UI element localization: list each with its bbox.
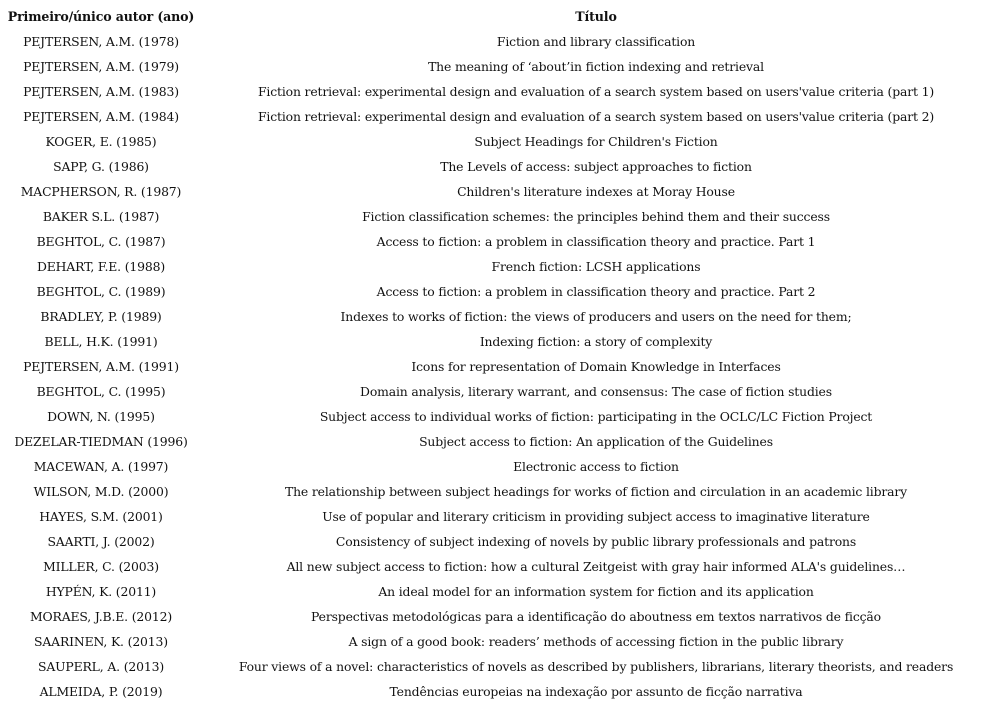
author-cell: BEGHTOL, C. (1987) — [36, 234, 166, 249]
table-row — [0, 379, 990, 404]
title-cell: Consistency of subject indexing of novels by public library professionals and patrons — [335, 534, 857, 549]
table-row — [0, 179, 990, 204]
table-row — [0, 504, 990, 529]
title-cell: Access to fiction: a problem in classification theory and practice. Part 1 — [376, 234, 816, 249]
title-cell: An ideal model for an information system for fiction and its application — [378, 584, 814, 599]
table-row — [0, 679, 990, 704]
table-row — [0, 204, 990, 229]
title-cell: All new subject access to fiction: how a cultural Zeitgeist with gray hair informed ALA's guidelines… — [286, 559, 906, 574]
title-cell: A sign of a good book: readers’ methods of accessing fiction in the public library — [348, 634, 844, 649]
title-cell: Four views of a novel: characteristics of novels as described by publishers, librarians, literary theorists, and readers — [238, 659, 954, 674]
author-cell: BAKER S.L. (1987) — [42, 209, 160, 224]
table-row — [0, 404, 990, 429]
title-cell: Subject access to individual works of fiction: participating in the OCLC/LC Fiction Project — [319, 409, 873, 424]
table-row — [0, 79, 990, 104]
table-row — [0, 479, 990, 504]
table-body — [0, 29, 990, 704]
title-cell: Children's literature indexes at Moray House — [457, 184, 735, 199]
title-cell: Icons for representation of Domain Knowledge in Interfaces — [411, 359, 781, 374]
title-cell: The Levels of access: subject approaches to fiction — [440, 159, 752, 174]
author-cell: SAUPERL, A. (2013) — [37, 659, 165, 674]
title-cell: French fiction: LCSH applications — [491, 259, 701, 274]
author-cell: WILSON, M.D. (2000) — [33, 484, 169, 499]
author-cell: HAYES, S.M. (2001) — [39, 509, 163, 524]
title-cell: Subject Headings for Children's Fiction — [474, 134, 718, 149]
title-cell: Electronic access to fiction — [513, 459, 679, 474]
author-cell: DEZELAR-TIEDMAN (1996) — [14, 434, 188, 449]
table-row — [0, 529, 990, 554]
table-row — [0, 129, 990, 154]
table-row — [0, 654, 990, 679]
title-cell: Subject access to fiction: An application of the Guidelines — [419, 434, 773, 449]
author-cell: ALMEIDA, P. (2019) — [39, 684, 163, 699]
table-row — [0, 554, 990, 579]
table-header — [0, 4, 990, 29]
author-cell: PEJTERSEN, A.M. (1991) — [23, 359, 179, 374]
title-cell: Tendências europeias na indexação por assunto de ficção narrativa — [389, 684, 803, 699]
author-cell: PEJTERSEN, A.M. (1979) — [23, 59, 179, 74]
author-cell: DOWN, N. (1995) — [47, 409, 155, 424]
author-cell: MILLER, C. (2003) — [43, 559, 159, 574]
bibliography-table — [0, 4, 990, 704]
title-cell: Domain analysis, literary warrant, and consensus: The case of fiction studies — [360, 384, 832, 399]
table-row — [0, 229, 990, 254]
title-cell: Use of popular and literary criticism in providing subject access to imaginative literature — [322, 509, 870, 524]
table-row — [0, 254, 990, 279]
title-cell: Fiction and library classification — [496, 34, 696, 49]
title-cell: Fiction retrieval: experimental design and evaluation of a search system based on users'value criteria (part 1) — [257, 84, 935, 99]
table-row — [0, 429, 990, 454]
author-cell: SAARTI, J. (2002) — [47, 534, 155, 549]
author-cell: PEJTERSEN, A.M. (1978) — [23, 34, 179, 49]
author-cell: DEHART, F.E. (1988) — [36, 259, 166, 274]
author-cell: PEJTERSEN, A.M. (1984) — [23, 109, 179, 124]
table-row — [0, 304, 990, 329]
title-cell: Indexes to works of fiction: the views of producers and users on the need for them; — [340, 309, 852, 324]
table-row — [0, 104, 990, 129]
title-cell: Access to fiction: a problem in classification theory and practice. Part 2 — [376, 284, 816, 299]
table-row — [0, 279, 990, 304]
title-cell: The relationship between subject headings for works of fiction and circulation in an academic library — [284, 484, 908, 499]
author-cell: BELL, H.K. (1991) — [44, 334, 158, 349]
title-cell: Fiction retrieval: experimental design and evaluation of a search system based on users'value criteria (part 2) — [257, 109, 935, 124]
author-cell: KOGER, E. (1985) — [45, 134, 157, 149]
table-row — [0, 54, 990, 79]
title-column-header: Título — [575, 9, 617, 24]
author-cell: BRADLEY, P. (1989) — [40, 309, 162, 324]
author-cell: PEJTERSEN, A.M. (1983) — [23, 84, 179, 99]
title-cell: The meaning of ‘about’in fiction indexing and retrieval — [428, 59, 764, 74]
author-cell: BEGHTOL, C. (1989) — [36, 284, 166, 299]
table-row — [0, 154, 990, 179]
title-cell: Fiction classification schemes: the principles behind them and their success — [362, 209, 830, 224]
author-column-header: Primeiro/único autor (ano) — [7, 9, 195, 24]
table-row — [0, 354, 990, 379]
author-cell: SAPP, G. (1986) — [53, 159, 149, 174]
header-row — [0, 4, 990, 29]
author-cell: HYPÉN, K. (2011) — [45, 584, 157, 599]
author-cell: MORAES, J.B.E. (2012) — [29, 609, 173, 624]
author-cell: BEGHTOL, C. (1995) — [36, 384, 166, 399]
table-row — [0, 604, 990, 629]
table-row — [0, 454, 990, 479]
table-row — [0, 329, 990, 354]
title-cell: Perspectivas metodológicas para a identificação do aboutness em textos narrativos de ficção — [311, 609, 881, 624]
table-row — [0, 29, 990, 54]
author-cell: MACEWAN, A. (1997) — [33, 459, 169, 474]
table-row — [0, 579, 990, 604]
author-cell: MACPHERSON, R. (1987) — [20, 184, 182, 199]
title-cell: Indexing fiction: a story of complexity — [479, 334, 713, 349]
table-row — [0, 629, 990, 654]
author-cell: SAARINEN, K. (2013) — [34, 634, 168, 649]
